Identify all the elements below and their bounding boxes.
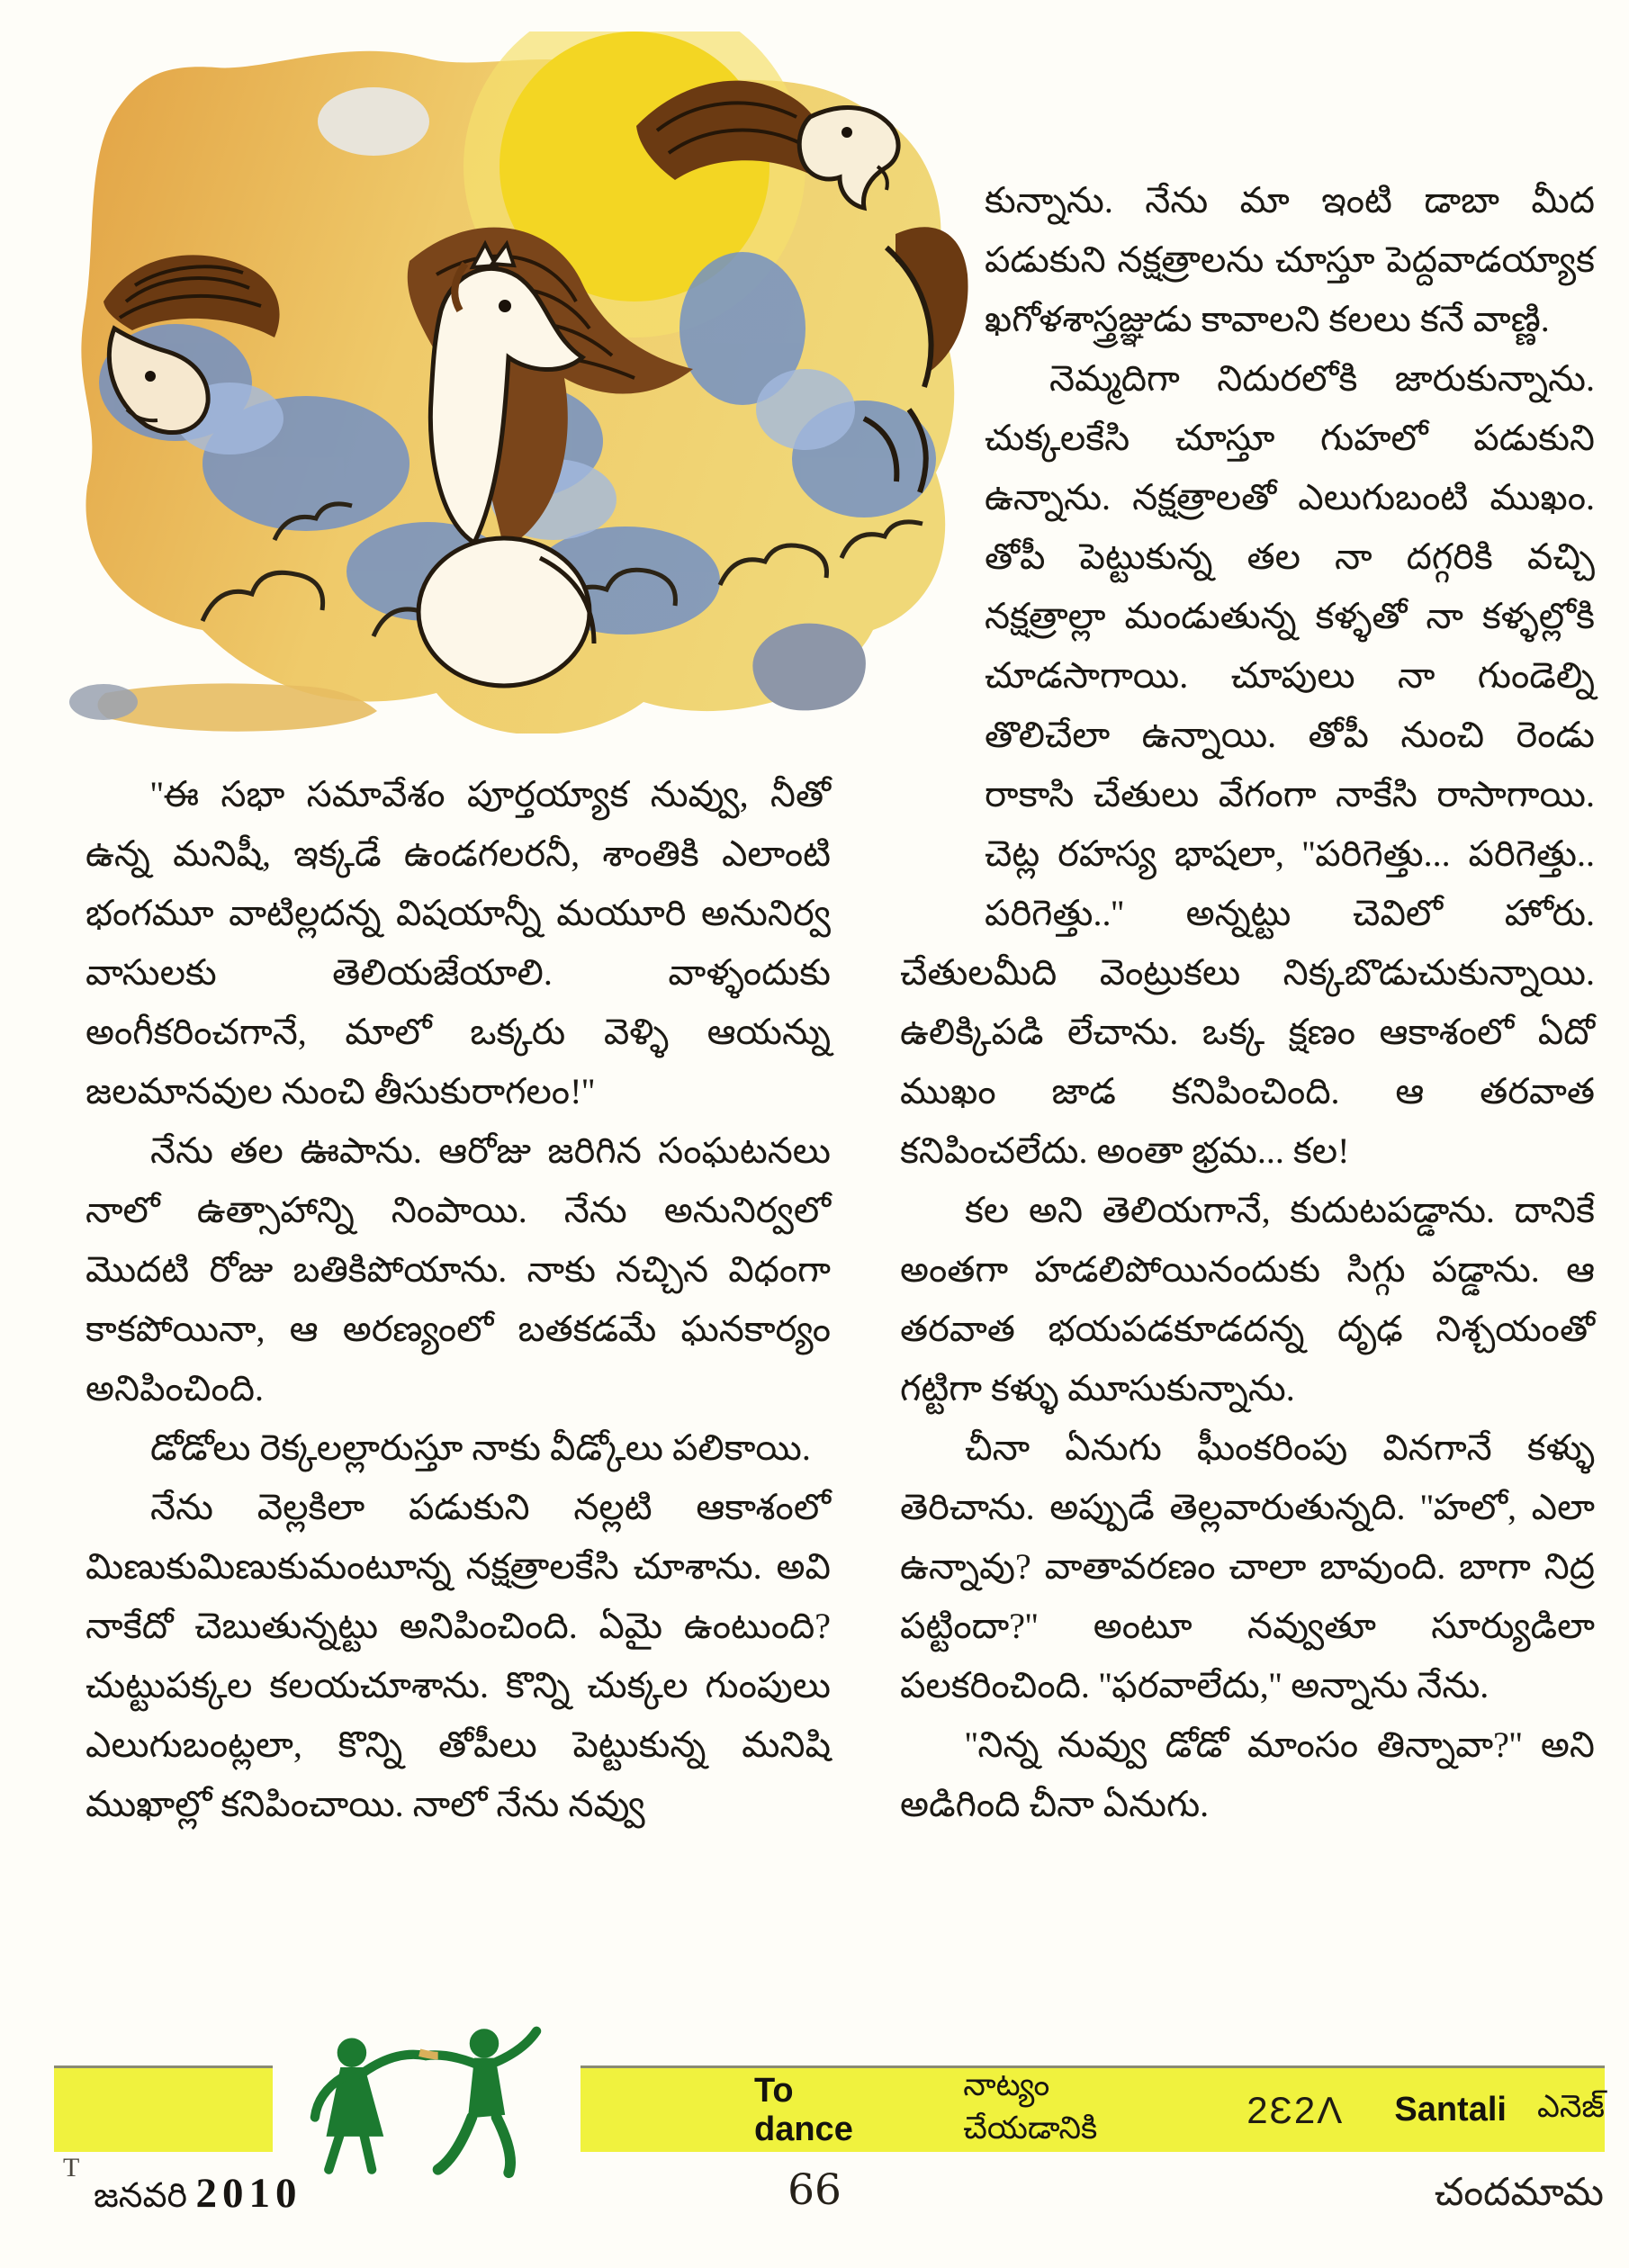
story-paragraph: కున్నాను. నేను మా ఇంటి డాబా మీద పడుకుని నక్షత్రాలను చూస్తూ పెద్దవాడయ్యాక ఖగోళశాస్త్రజ్ఞుడు కావాలని కలలు కనే వాణ్ణి. [985,180,1595,339]
horses-illustration [50,32,976,734]
story-paragraph: కల అని తెలియగానే, కుదుటపడ్డాను. దానికే అంతగా హడలిపోయినందుకు సిగ్గు పడ్డాను. ఆ తరవాత భయపడకూడదన్న దృఢ నిశ్చయంతో గట్టిగా కళ్ళు మూసుకున్నాను. [900,1190,1595,1408]
page-number: 66 [788,2165,842,2215]
grey-rock [752,624,866,711]
issue-year: 2010 [195,2170,302,2217]
vocab-transliteration: ఎనెజ్ [1536,2088,1605,2124]
story-paragraph: నెమ్మదిగా నిదురలోకి జారుకున్నాను. చుక్కలకేసి చూస్తూ గుహలో పడుకుని ఉన్నాను. నక్షత్రాలతో ఎలుగుబంటి ముఖం. తోపీ పెట్టుకున్న తల నా దగ్గరికి వచ్చి నక్షత్రాల్లా మండుతున్న కళ్ళతో నా కళ్ళల్లోకి చూడసాగాయి. చూపులు నా గుండెల్ని తొలిచేలా ఉన్నాయి. తోపీ నుంచి రెండు రాకాసి చేతులు వేగంగా నాకేసి రాసాగాయి. చెట్ల రహస్య భాషలా, ''పరిగెత్తు... పరిగెత్తు.. పరిగెత్తు..'' అన్నట్టు చెవిలో హోరు. చేతులమీది వెంట్రుకలు నిక్కబొడుచుకున్నాయి. ఉలిక్కిపడి లేచాను. ఒక్క క్షణం ఆకాశంలో ఏదో ముఖం జాడ కనిపించింది. ఆ తరవాత కనిపించలేదు. అంతా భ్రమ... కల! [900,358,1595,1171]
story-paragraph: నేను వెల్లకిలా పడుకుని నల్లటి ఆకాశంలో మిణుకుమిణుకుమంటూన్న నక్షత్రాలకేసి చూశాను. అవి నాకేదో చెబుతున్నట్టు అనిపించింది. ఏమై ఉంటుంది? చుట్టుపక్కల కలయచూశాను. కొన్ని చుక్కల గుంపులు ఎలుగుబంట్లలా, కొన్ని తోపీలు పెట్టుకున్న మనిషి ముఖాల్లో కనిపించాయి. నాలో నేను నవ్వు [86,1487,831,1824]
left-text-column [86,765,831,2052]
vocab-language-name: Santali [1394,2091,1507,2128]
grey-pebble [69,684,138,720]
issue-month: జనవరి [94,2177,188,2215]
illustration-wrap-spacer [900,171,985,893]
story-paragraph: ''నిన్న నువ్వు డోడో మాంసం తిన్నావా?'' అని అడిగింది చీనా ఏనుగు. [900,1724,1595,1824]
horses-illustration-svg [50,32,976,734]
story-paragraph: చీనా ఏనుగు ఘీంకరింపు వినగానే కళ్ళు తెరిచాను. అప్పుడే తెల్లవారుతున్నది. ''హలో, ఎలా ఉన్నావు? వాతావరణం చాలా బావుంది. బాగా నిద్ర పట్టిందా?'' అంటూ నవ్వుతూ సూర్యుడిలా పలకరించింది. ''ఫరవాలేదు,'' అన్నాను నేను. [900,1427,1595,1706]
vocab-santali-script: 2Ɛ2Ʌ [1246,2088,1345,2131]
vocab-english-word: To dance [754,2071,853,2148]
dancing-couple-icon [272,2019,580,2179]
magazine-name: చందమామ [1434,2172,1604,2214]
story-paragraph: నేను తల ఊపాను. ఆరోజు జరిగిన సంఘటనలు నాలో ఉత్సాహాన్ని నింపాయి. నేను అనునిర్వలో మొదటి రోజు బతికిపోయాను. నాకు నచ్చిన విధంగా కాకపోయినా, ఆ అరణ్యంలో బతకడమే ఘనకార్యం అనిపించింది. [86,1130,831,1408]
right-text-column [900,171,1595,1998]
vocab-banner [580,2066,1605,2152]
vocab-banner-left-strip [54,2066,273,2152]
vocab-telugu-meaning: నాట్యం చేయడానికి [963,2066,1098,2146]
footer-corner-mark: T [63,2153,80,2182]
story-paragraph: డోడోలు రెక్కలల్లారుస్తూ నాకు వీడ్కోలు పలికాయి. [150,1427,811,1468]
cloud-highlight [318,87,429,156]
story-paragraph: ''ఈ సభా సమావేశం పూర్తయ్యాక నువ్వు, నీతో ఉన్న మనిషీ, ఇక్కడే ఉండగలరనీ, శాంతికి ఎలాంటి భంగమూ వాటిల్లదన్న విషయాన్నీ మయూరి అనునిర్వ వాసులకు తెలియజేయాలి. వాళ్ళందుకు అంగీకరించగానే, మాలో ఒక్కరు వెళ్ళి ఆయన్ను జలమానవుల నుంచి తీసుకురాగలం!'' [86,774,831,1112]
